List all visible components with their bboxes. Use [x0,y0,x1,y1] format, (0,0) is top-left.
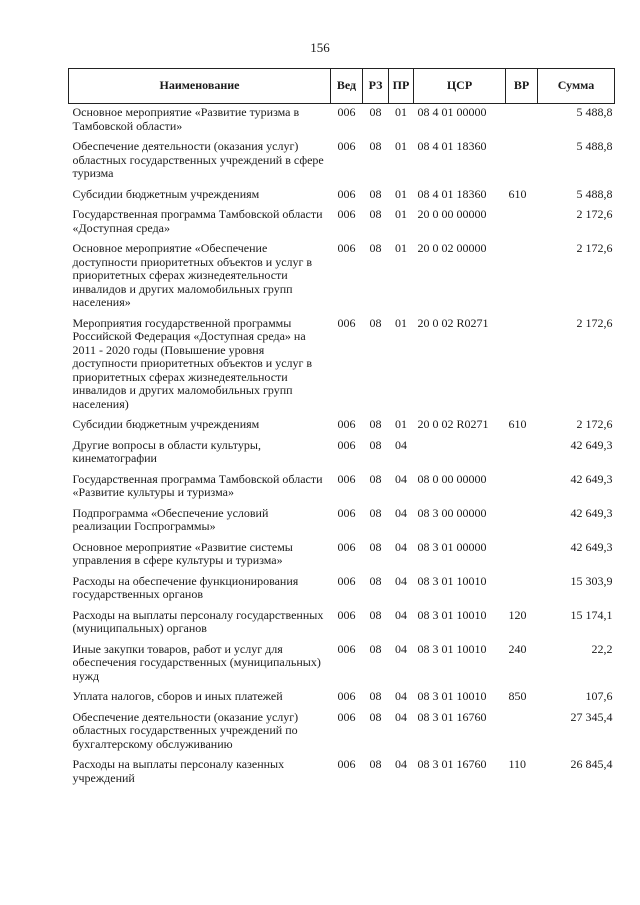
cell-vr [506,104,538,141]
cell-ved: 006 [337,241,356,255]
cell-csr: 20 0 02 00000 [417,241,487,255]
table-row [69,439,615,473]
cell-sum: 27 345,4 [570,709,613,724]
cell-sum: 26 845,4 [570,757,613,771]
cell-ved: 006 [337,709,356,724]
cell-sum: 5 488,8 [576,186,613,201]
cell-sum: 42 649,3 [570,471,613,486]
cell-pr: 04 [395,505,407,520]
cell-pr: 04 [395,539,407,554]
cell-name: Иные закупки товаров, работ и услуг для обеспечения государственных (муниципальных) нужд [72,641,321,683]
header-pr: ПР [389,69,414,104]
header-csr: ЦСР [414,69,506,104]
cell-name: Расходы на выплаты персоналу казенных учреждений [72,757,285,785]
cell-vr: 610 [508,186,527,201]
cell-vr: 240 [508,641,527,656]
cell-rz: 08 [369,505,382,520]
cell-rz: 08 [369,471,382,486]
cell-ved: 006 [337,471,356,486]
cell-vr [506,473,538,507]
page-number: 156 [310,40,330,55]
table-row [69,758,615,792]
cell-vr: 120 [508,607,527,622]
cell-sum: 5 488,8 [576,105,613,119]
header-rz: РЗ [363,69,389,104]
cell-pr: 01 [395,207,407,221]
cell-pr: 01 [395,417,407,431]
cell-name: Основное мероприятие «Развитие системы управления в сфере культуры и туризма» [72,539,293,567]
cell-name: Основное мероприятие «Развитие туризма в Тамбовской области» [72,105,300,133]
table-row [69,208,615,242]
cell-sum: 5 488,8 [576,139,613,153]
cell-pr: 01 [395,186,407,201]
cell-ved: 006 [337,186,356,201]
cell-rz: 08 [369,241,382,255]
cell-name: Обеспечение деятельности (оказания услуг) областных государственных учреждений в сфере туризма [72,139,324,180]
cell-ved: 006 [337,757,356,771]
cell-name: Другие вопросы в области культуры, кинематографии [72,437,261,465]
table-row [69,473,615,507]
table-row [69,575,615,609]
cell-csr: 08 3 00 00000 [417,505,487,520]
cell-sum: 15 303,9 [570,573,613,588]
cell-name: Расходы на обеспечение функционирования государственных органов [72,573,299,601]
cell-sum: 2 172,6 [576,315,613,330]
cell-ved: 006 [337,641,356,656]
cell-sum: 42 649,3 [570,505,613,520]
cell-pr: 04 [395,757,407,771]
cell-name: Государственная программа Тамбовской области «Развитие культуры и туризма» [72,471,323,499]
cell-sum: 42 649,3 [570,539,613,554]
cell-csr: 08 4 01 18360 [417,139,487,153]
table-header [69,69,615,104]
cell-ved: 006 [337,105,356,119]
cell-pr: 01 [395,139,407,153]
cell-name: Уплата налогов, сборов и иных платежей [72,689,283,703]
cell-name: Основное мероприятие «Обеспечение доступности приоритетных объектов и услуг в приоритетных сферах жизнедеятельности инвалидов и других маломобильных групп населения» [72,241,313,309]
cell-pr: 01 [395,105,407,119]
cell-vr [506,507,538,541]
table-row [69,609,615,643]
cell-ved: 006 [337,417,356,431]
header-sum: Сумма [538,69,615,104]
cell-vr [506,575,538,609]
cell-name: Обеспечение деятельности (оказание услуг) областных государственных учреждений по бухгалтерскому обслуживанию [72,709,299,751]
cell-sum: 2 172,6 [576,207,613,221]
cell-rz: 08 [369,539,382,554]
table-row [69,507,615,541]
cell-rz: 08 [369,437,382,452]
cell-name: Государственная программа Тамбовской области «Доступная среда» [72,207,323,235]
cell-pr: 04 [395,709,407,724]
cell-csr: 20 0 02 R0271 [417,417,489,431]
table-row [69,188,615,209]
cell-sum: 2 172,6 [576,417,613,431]
cell-sum: 2 172,6 [576,241,613,255]
cell-csr: 08 4 01 18360 [417,186,487,201]
cell-ved: 006 [337,573,356,588]
table-body [69,104,615,793]
cell-vr [506,317,538,419]
cell-vr: 850 [508,689,527,703]
cell-rz: 08 [369,105,382,119]
cell-pr: 01 [395,241,407,255]
cell-vr [506,140,538,188]
cell-ved: 006 [337,607,356,622]
cell-rz: 08 [369,139,382,153]
cell-csr: 08 4 01 00000 [417,105,487,119]
cell-pr: 04 [395,607,407,622]
header-vr: ВР [506,69,538,104]
cell-rz: 08 [369,573,382,588]
cell-ved: 006 [337,689,356,703]
table-row [69,140,615,188]
cell-rz: 08 [369,315,382,330]
cell-rz: 08 [369,607,382,622]
cell-rz: 08 [369,417,382,431]
header-ved: Вед [331,69,363,104]
table-row [69,711,615,759]
cell-rz: 08 [369,689,382,703]
cell-name: Субсидии бюджетным учреждениям [72,417,260,431]
cell-ved: 006 [337,139,356,153]
cell-csr: 08 3 01 00000 [417,539,487,554]
cell-vr [506,711,538,759]
cell-pr: 04 [395,471,407,486]
cell-csr: 20 0 02 R0271 [417,315,489,330]
cell-csr: 08 3 01 10010 [417,689,487,703]
cell-rz: 08 [369,709,382,724]
cell-pr: 04 [395,641,407,656]
cell-ved: 006 [337,207,356,221]
cell-ved: 006 [337,315,356,330]
cell-name: Субсидии бюджетным учреждениям [72,186,260,201]
cell-ved: 006 [337,539,356,554]
cell-csr: 08 3 01 16760 [417,709,487,724]
cell-ved: 006 [337,505,356,520]
table-row [69,690,615,711]
table-row [69,541,615,575]
cell-vr: 610 [508,417,527,431]
cell-vr [506,208,538,242]
cell-csr: 20 0 00 00000 [417,207,487,221]
cell-pr: 04 [395,689,407,703]
cell-pr: 04 [395,437,407,452]
cell-rz: 08 [369,757,382,771]
cell-csr: 08 3 01 16760 [417,757,487,771]
cell-vr [506,541,538,575]
header-row [69,69,615,104]
cell-vr [506,439,538,473]
table-row [69,317,615,419]
cell-csr: 08 3 01 10010 [417,573,487,588]
cell-rz: 08 [369,207,382,221]
cell-csr [414,439,506,473]
cell-sum: 22,2 [591,641,613,656]
cell-name: Мероприятия государственной программы Российской Федерация «Доступная среда» на 2011 - 2020 годы (Повышение уровня доступности приоритетных объектов и услуг в приоритетных сферах жизнедеятельности инвалидов и других маломобильных групп населения) [72,315,313,411]
cell-vr [506,242,538,317]
cell-csr: 08 3 01 10010 [417,607,487,622]
header-name: Наименование [69,69,331,104]
cell-vr: 110 [508,757,527,771]
cell-sum: 107,6 [585,689,613,703]
cell-csr: 08 3 01 10010 [417,641,487,656]
cell-csr: 08 0 00 00000 [417,471,487,486]
table-row [69,418,615,439]
table-row [69,104,615,141]
cell-ved: 006 [337,437,356,452]
table-row [69,643,615,691]
cell-rz: 08 [369,641,382,656]
cell-rz: 08 [369,186,382,201]
cell-pr: 04 [395,573,407,588]
cell-sum: 15 174,1 [570,607,613,622]
table-row [69,242,615,317]
budget-table [68,68,615,792]
cell-name: Расходы на выплаты персоналу государственных (муниципальных) органов [72,607,324,635]
cell-name: Подпрограмма «Обеспечение условий реализации Госпрограммы» [72,505,269,533]
cell-sum: 42 649,3 [570,437,613,452]
cell-pr: 01 [395,315,407,330]
